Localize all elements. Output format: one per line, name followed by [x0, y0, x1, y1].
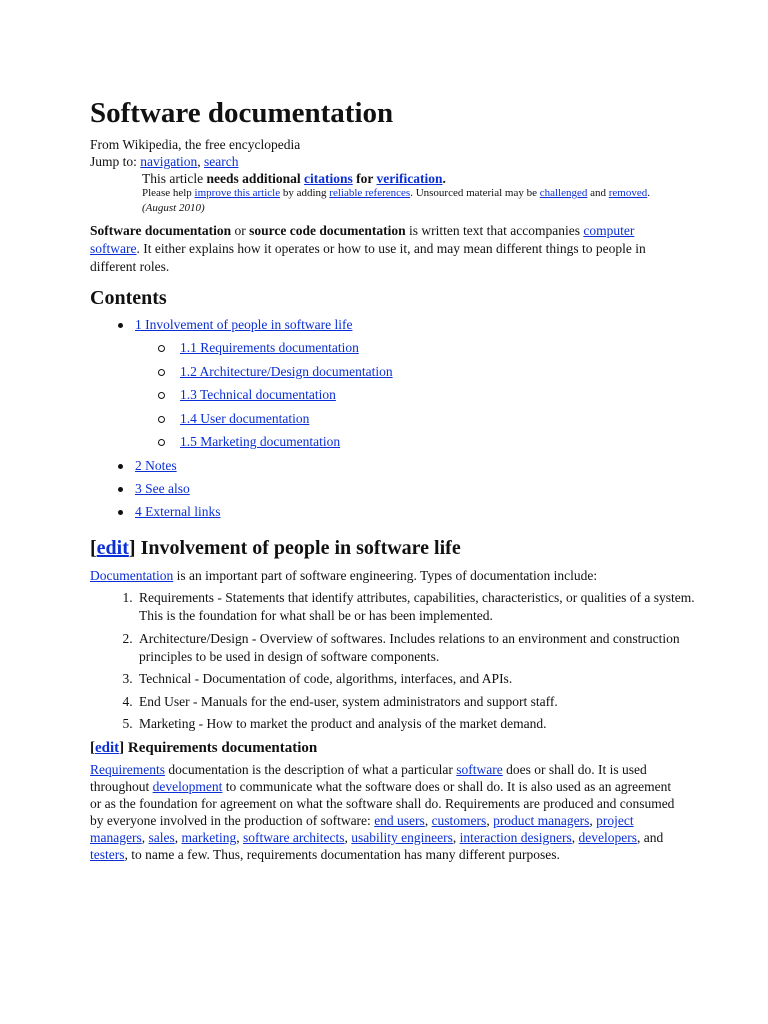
verification-notice: This article needs additional citations for verification. [142, 171, 446, 186]
citations-link[interactable]: citations [304, 171, 353, 186]
intro-paragraph: Software documentation or source code documentation is written text that accompanies computer software. It either explains how it operates or how to use it, and may mean different things to people in different roles. [90, 223, 646, 274]
toc-item [180, 339, 393, 363]
project-managers-link[interactable]: project managers [90, 812, 634, 845]
contents-heading: Contents [90, 287, 167, 309]
toc-link-requirements[interactable]: 1.1 Requirements documentation [180, 340, 359, 355]
software-link[interactable]: software [90, 241, 137, 256]
toc-link-involvement[interactable]: 1 Involvement of people in software life [135, 317, 353, 332]
testers-link[interactable]: testers [90, 846, 125, 862]
requirements-link[interactable]: Requirements [90, 762, 165, 777]
section-heading-involvement: [edit] Involvement of people in software life [90, 537, 461, 559]
notice-date: (August 2010) [142, 201, 205, 214]
toc-item [180, 363, 393, 387]
toc-item [135, 316, 393, 339]
edit-subsection-link[interactable]: edit [95, 740, 120, 756]
toc-link-user[interactable]: 1.4 User documentation [180, 410, 310, 426]
product-managers-link[interactable]: product managers [493, 812, 590, 828]
jump-to-links: Jump to: navigation, search [90, 154, 239, 169]
customers-link[interactable]: customers [431, 812, 487, 828]
list-item: 2. Architecture/Design - Overview of softwares. Includes relations to an environment and construction principles to be used in design of software components. [136, 630, 696, 666]
challenged-link[interactable]: challenged [539, 187, 588, 199]
verification-notice-detail: Please help improve this article by adding reliable references. Unsourced material may be challenged and removed. (August 2010) [142, 187, 650, 214]
toc-link-notes[interactable]: 2 Notes [135, 457, 177, 473]
interaction-designers-link[interactable]: interaction designers [459, 829, 572, 845]
jump-navigation-link[interactable]: navigation [140, 154, 198, 169]
jump-search-link[interactable]: search [204, 154, 239, 169]
reliable-references-link[interactable]: reliable references [329, 187, 411, 199]
computer-link[interactable]: computer [583, 223, 635, 238]
list-item: 4. End User - Manuals for the end-user, system administrators and support staff. [136, 693, 696, 711]
section-intro: Documentation is an important part of software engineering. Types of documentation include: [90, 568, 598, 583]
toc-item [135, 503, 393, 526]
development-link[interactable]: development [152, 778, 223, 794]
jump-label: Jump to: [90, 154, 137, 169]
software-link-2[interactable]: software [456, 762, 503, 777]
improve-article-link[interactable]: improve this article [194, 187, 281, 199]
toc-item [180, 386, 393, 410]
toc-link-external-links[interactable]: 4 External links [135, 503, 221, 519]
developers-link[interactable]: developers [578, 829, 637, 845]
marketing-link[interactable]: marketing [181, 829, 237, 845]
toc-item [180, 410, 393, 434]
toc-item [180, 433, 393, 457]
section-heading-requirements: [edit] Requirements documentation [90, 740, 318, 756]
edit-section-link[interactable]: edit [96, 537, 129, 559]
page-title: Software documentation [90, 97, 394, 129]
documentation-link[interactable]: Documentation [90, 568, 174, 583]
toc-link-technical[interactable]: 1.3 Technical documentation [180, 387, 336, 403]
sales-link[interactable]: sales [148, 829, 175, 845]
table-of-contents [90, 316, 393, 526]
verification-link[interactable]: verification [376, 171, 443, 186]
list-item: 1. Requirements - Statements that identify attributes, capabilities, characteristics, or qualities of a system. This is the foundation for what shall be or has been implemented. [136, 589, 696, 625]
documentation-types-list [90, 589, 696, 738]
software-architects-link[interactable]: software architects [242, 829, 345, 845]
toc-link-architecture[interactable]: 1.2 Architecture/Design documentation [180, 363, 393, 379]
usability-engineers-link[interactable]: usability engineers [351, 829, 453, 845]
toc-item [135, 457, 393, 480]
requirements-paragraph: Requirements documentation is the description of what a particular software does or shall do. It is used throughout development to communicate what the software does or shall do. It is also used as an agreement or as the foundation for agreement on what the software shall do. Requirements are produced and consumed by everyone involved in the production of software: end users, customers, product managers, project managers, sales, marketing, software architects, usability engineers, interaction designers, developers, and testers, to name a few. Thus, requirements documentation has many different purposes. [90, 762, 675, 862]
removed-link[interactable]: removed [608, 187, 648, 199]
toc-link-see-also[interactable]: 3 See also [135, 480, 190, 496]
site-subtitle: From Wikipedia, the free encyclopedia [90, 137, 301, 152]
list-item: 3. Technical - Documentation of code, algorithms, interfaces, and APIs. [136, 670, 696, 688]
toc-item [135, 480, 393, 503]
list-item: 5. Marketing - How to market the product and analysis of the market demand. [136, 715, 696, 733]
toc-link-marketing[interactable]: 1.5 Marketing documentation [180, 434, 341, 450]
end-users-link[interactable]: end users [374, 812, 425, 828]
